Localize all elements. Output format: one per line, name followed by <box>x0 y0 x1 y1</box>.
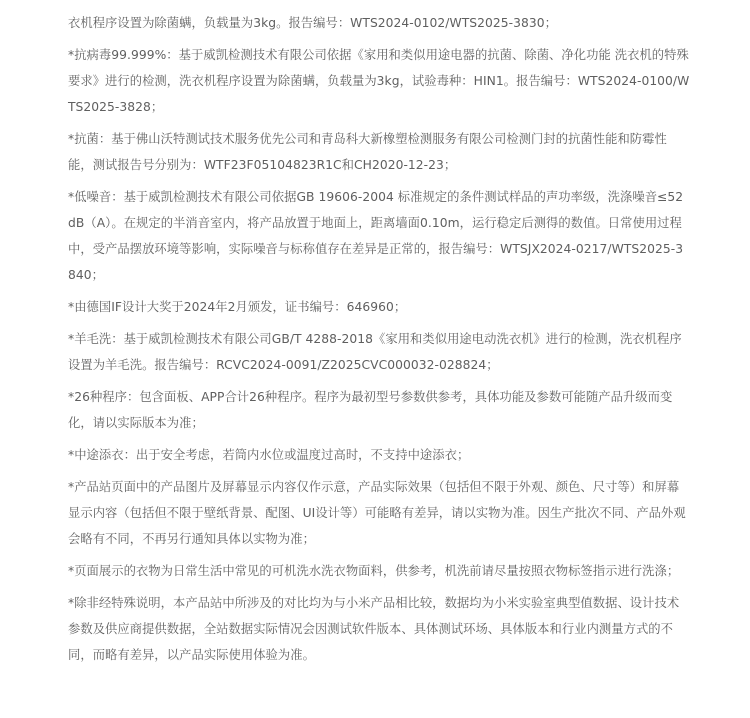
footnote-midway-add-clothes: *中途添衣：出于安全考虑，若筒内水位或温度过高时，不支持中途添衣； <box>68 448 470 462</box>
footnote-comparison-data: *除非经特殊说明，本产品站中所涉及的对比均为与小米产品相比较，数据均为小米实验室典型值数据、设计技术参数及供应商提供数据，全站数据实际情况会因测试软件版本、具体测试环场、具体版本和行业内测量方式的不同，而略有差异，以产品实际使用体验为准。 <box>68 596 680 662</box>
footnote-wool-wash: *羊毛洗：基于威凯检测技术有限公司GB/T 4288-2018《家用和类似用途电动洗衣机》进行的检测，洗衣机程序设置为羊毛洗。报告编号：RCVC2024-0091/Z2025CVC000032-028824； <box>68 332 682 372</box>
footnote-antibacterial: *抗菌：基于佛山沃特测试技术服务优先公司和青岛科大新橡塑检测服务有限公司检测门封的抗菌性能和防霉性能，测试报告号分别为：WTF23F05104823R1C和CH2020-12-23； <box>68 132 667 172</box>
footnote-antivirus: *抗病毒99.999%：基于威凯检测技术有限公司依据《家用和类似用途电器的抗菌、除菌、净化功能 洗衣机的特殊要求》进行的检测，洗衣机程序设置为除菌螨，负载量为3kg，试验毒种：HIN1。报告编号：WTS2024-0100/WTS2025-3828； <box>68 48 690 114</box>
footnote-product-images: *产品站页面中的产品图片及屏幕显示内容仅作示意，产品实际效果（包括但不限于外观、颜色、尺寸等）和屏幕显示内容（包括但不限于壁纸背景、配图、UI设计等）可能略有差异，请以实物为准。因生产批次不同、产品外观会略有不同，不再另行通知具体以实物为准； <box>68 480 686 546</box>
footnote-low-noise: *低噪音：基于威凯检测技术有限公司依据GB 19606-2004 标准规定的条件测试样品的声功率级，洗涤噪音≤52dB（A）。在规定的半消音室内，将产品放置于地面上，距离墙面0.10m，运行稳定后测得的数值。日常使用过程中，受产品摆放环境等影响，实际噪音与标称值存在差异是正常的，报告编号：WTSJX2024-0217/WTS2025-3840； <box>68 190 684 282</box>
footnote-fabric-display: *页面展示的衣物为日常生活中常见的可机洗水洗衣物面料，供参考，机洗前请尽量按照衣物标签指示进行洗涤； <box>68 564 680 578</box>
footnote-26-programs: *26种程序：包含面板、APP合计26种程序。程序为最初型号参数供参考，具体功能及参数可能随产品升级而变化，请以实际版本为准； <box>68 390 673 430</box>
footnote-list <box>68 10 690 674</box>
footnote-sterilization-continued: 衣机程序设置为除菌螨，负载量为3kg。报告编号：WTS2024-0102/WTS2025-3830； <box>68 16 557 30</box>
footnote-if-design-award: *由德国IF设计大奖于2024年2月颁发，证书编号：646960； <box>68 300 407 314</box>
